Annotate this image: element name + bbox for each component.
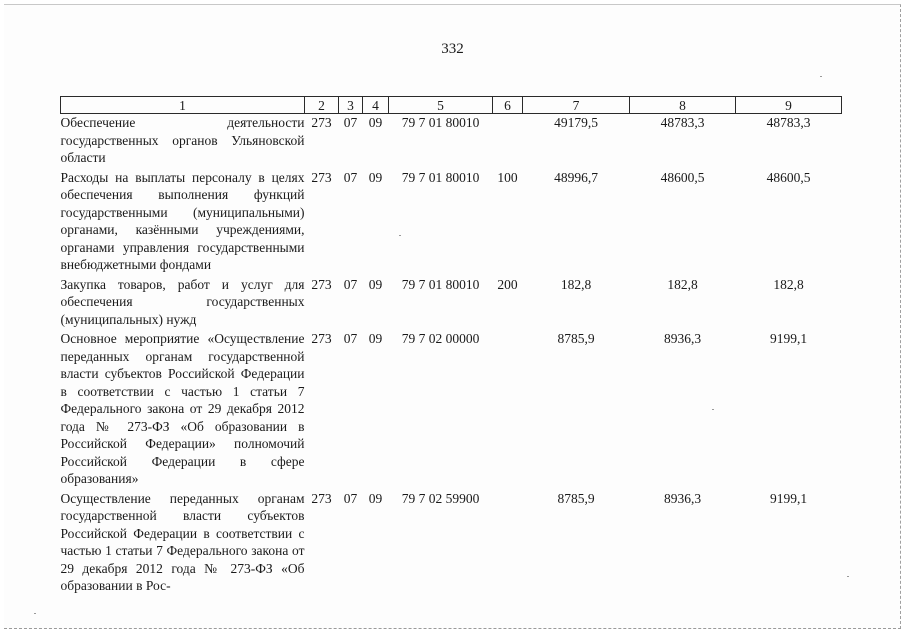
row-ministry-code: 273 (311, 276, 332, 292)
row-amount-col8: 8936,3 (663, 331, 702, 346)
table-header-row (61, 97, 842, 114)
row-subsection-code: 09 (368, 490, 383, 506)
row-amount-col7: 48996,7 (554, 169, 598, 185)
row-section-code: 07 (343, 115, 358, 130)
row-amount-col7: 8785,9 (557, 490, 595, 506)
header-col-2: 2 (305, 97, 339, 114)
row-section-code: 07 (343, 276, 358, 292)
row-name: Осуществление переданных органам государственной власти субъектов Российской Федерации в соответствии с частью 1 статьи 7 Федерального закона от 29 декабря 2012 года № 273-ФЗ «Об образовании в Рос- (60, 490, 305, 593)
document-page (4, 4, 901, 629)
header-col-8: 8 (630, 97, 736, 114)
row-expense-type (493, 114, 523, 169)
row-expense-type: 200 (497, 276, 518, 292)
row-target-article: 79 7 01 80010 (401, 115, 480, 130)
page-bottom-edge (4, 628, 901, 629)
row-amount-col9: 9199,1 (769, 490, 808, 506)
budget-table (60, 96, 842, 597)
row-ministry-code: 273 (311, 115, 332, 130)
row-amount-col9: 48600,5 (766, 169, 811, 185)
scan-speck (847, 576, 849, 577)
table-row (61, 169, 842, 276)
header-col-5: 5 (389, 97, 493, 114)
table-row (61, 114, 842, 169)
row-subsection-code: 09 (368, 169, 383, 185)
header-col-1: 1 (61, 97, 305, 114)
row-amount-col8: 8936,3 (663, 490, 702, 506)
row-ministry-code: 273 (311, 331, 332, 346)
row-target-article: 79 7 02 59900 (401, 490, 480, 506)
row-name: Расходы на выплаты персоналу в целях обеспечения выполнения функций государственными (муниципальными) органами, казёнными учреждениями, органами управления государственными внебюджетными фондами (60, 169, 305, 272)
table-row (61, 276, 842, 331)
row-target-article: 79 7 01 80010 (401, 169, 480, 185)
row-amount-col9: 48783,3 (766, 115, 811, 130)
row-name: Закупка товаров, работ и услуг для обеспечения государственных (муниципальных) нужд (60, 276, 305, 327)
header-col-7: 7 (523, 97, 630, 114)
row-expense-type: 100 (497, 169, 518, 185)
row-amount-col8: 182,8 (667, 276, 698, 292)
row-ministry-code: 273 (311, 490, 332, 506)
header-col-3: 3 (339, 97, 363, 114)
row-name: Основное мероприятие «Осуществление переданных органам государственной власти субъектов Российской Федерации в соответствии с частью 1 статьи 7 Федерального закона от 29 декабря 2012 года № 273-ФЗ «Об образовании в Российской Федерации» полномочий Российской Федерации в сфере образования» (60, 331, 305, 486)
scan-speck (712, 409, 714, 410)
table-row (61, 490, 842, 597)
row-amount-col8: 48600,5 (660, 169, 705, 185)
row-section-code: 07 (343, 490, 358, 506)
row-amount-col7: 182,8 (560, 276, 592, 292)
header-col-4: 4 (363, 97, 389, 114)
row-target-article: 79 7 02 00000 (401, 331, 480, 346)
row-amount-col9: 182,8 (773, 276, 804, 292)
row-subsection-code: 09 (368, 115, 383, 130)
row-amount-col7: 49179,5 (554, 115, 598, 130)
row-expense-type (493, 490, 523, 597)
row-subsection-code: 09 (368, 331, 383, 346)
row-section-code: 07 (343, 169, 358, 185)
row-amount-col8: 48783,3 (660, 115, 705, 130)
scan-speck (820, 76, 822, 77)
row-name: Обеспечение деятельности государственных органов Ульяновской области (60, 115, 305, 165)
row-amount-col9: 9199,1 (769, 331, 808, 346)
row-section-code: 07 (343, 331, 358, 346)
row-ministry-code: 273 (311, 169, 332, 185)
scan-speck (399, 235, 401, 236)
page-number: 332 (441, 41, 464, 57)
header-col-6: 6 (493, 97, 523, 114)
row-subsection-code: 09 (368, 276, 383, 292)
table-row (61, 330, 842, 490)
row-target-article: 79 7 01 80010 (401, 276, 480, 292)
row-expense-type (493, 330, 523, 490)
scan-speck (34, 613, 36, 614)
row-amount-col7: 8785,9 (557, 331, 595, 346)
header-col-9: 9 (736, 97, 842, 114)
